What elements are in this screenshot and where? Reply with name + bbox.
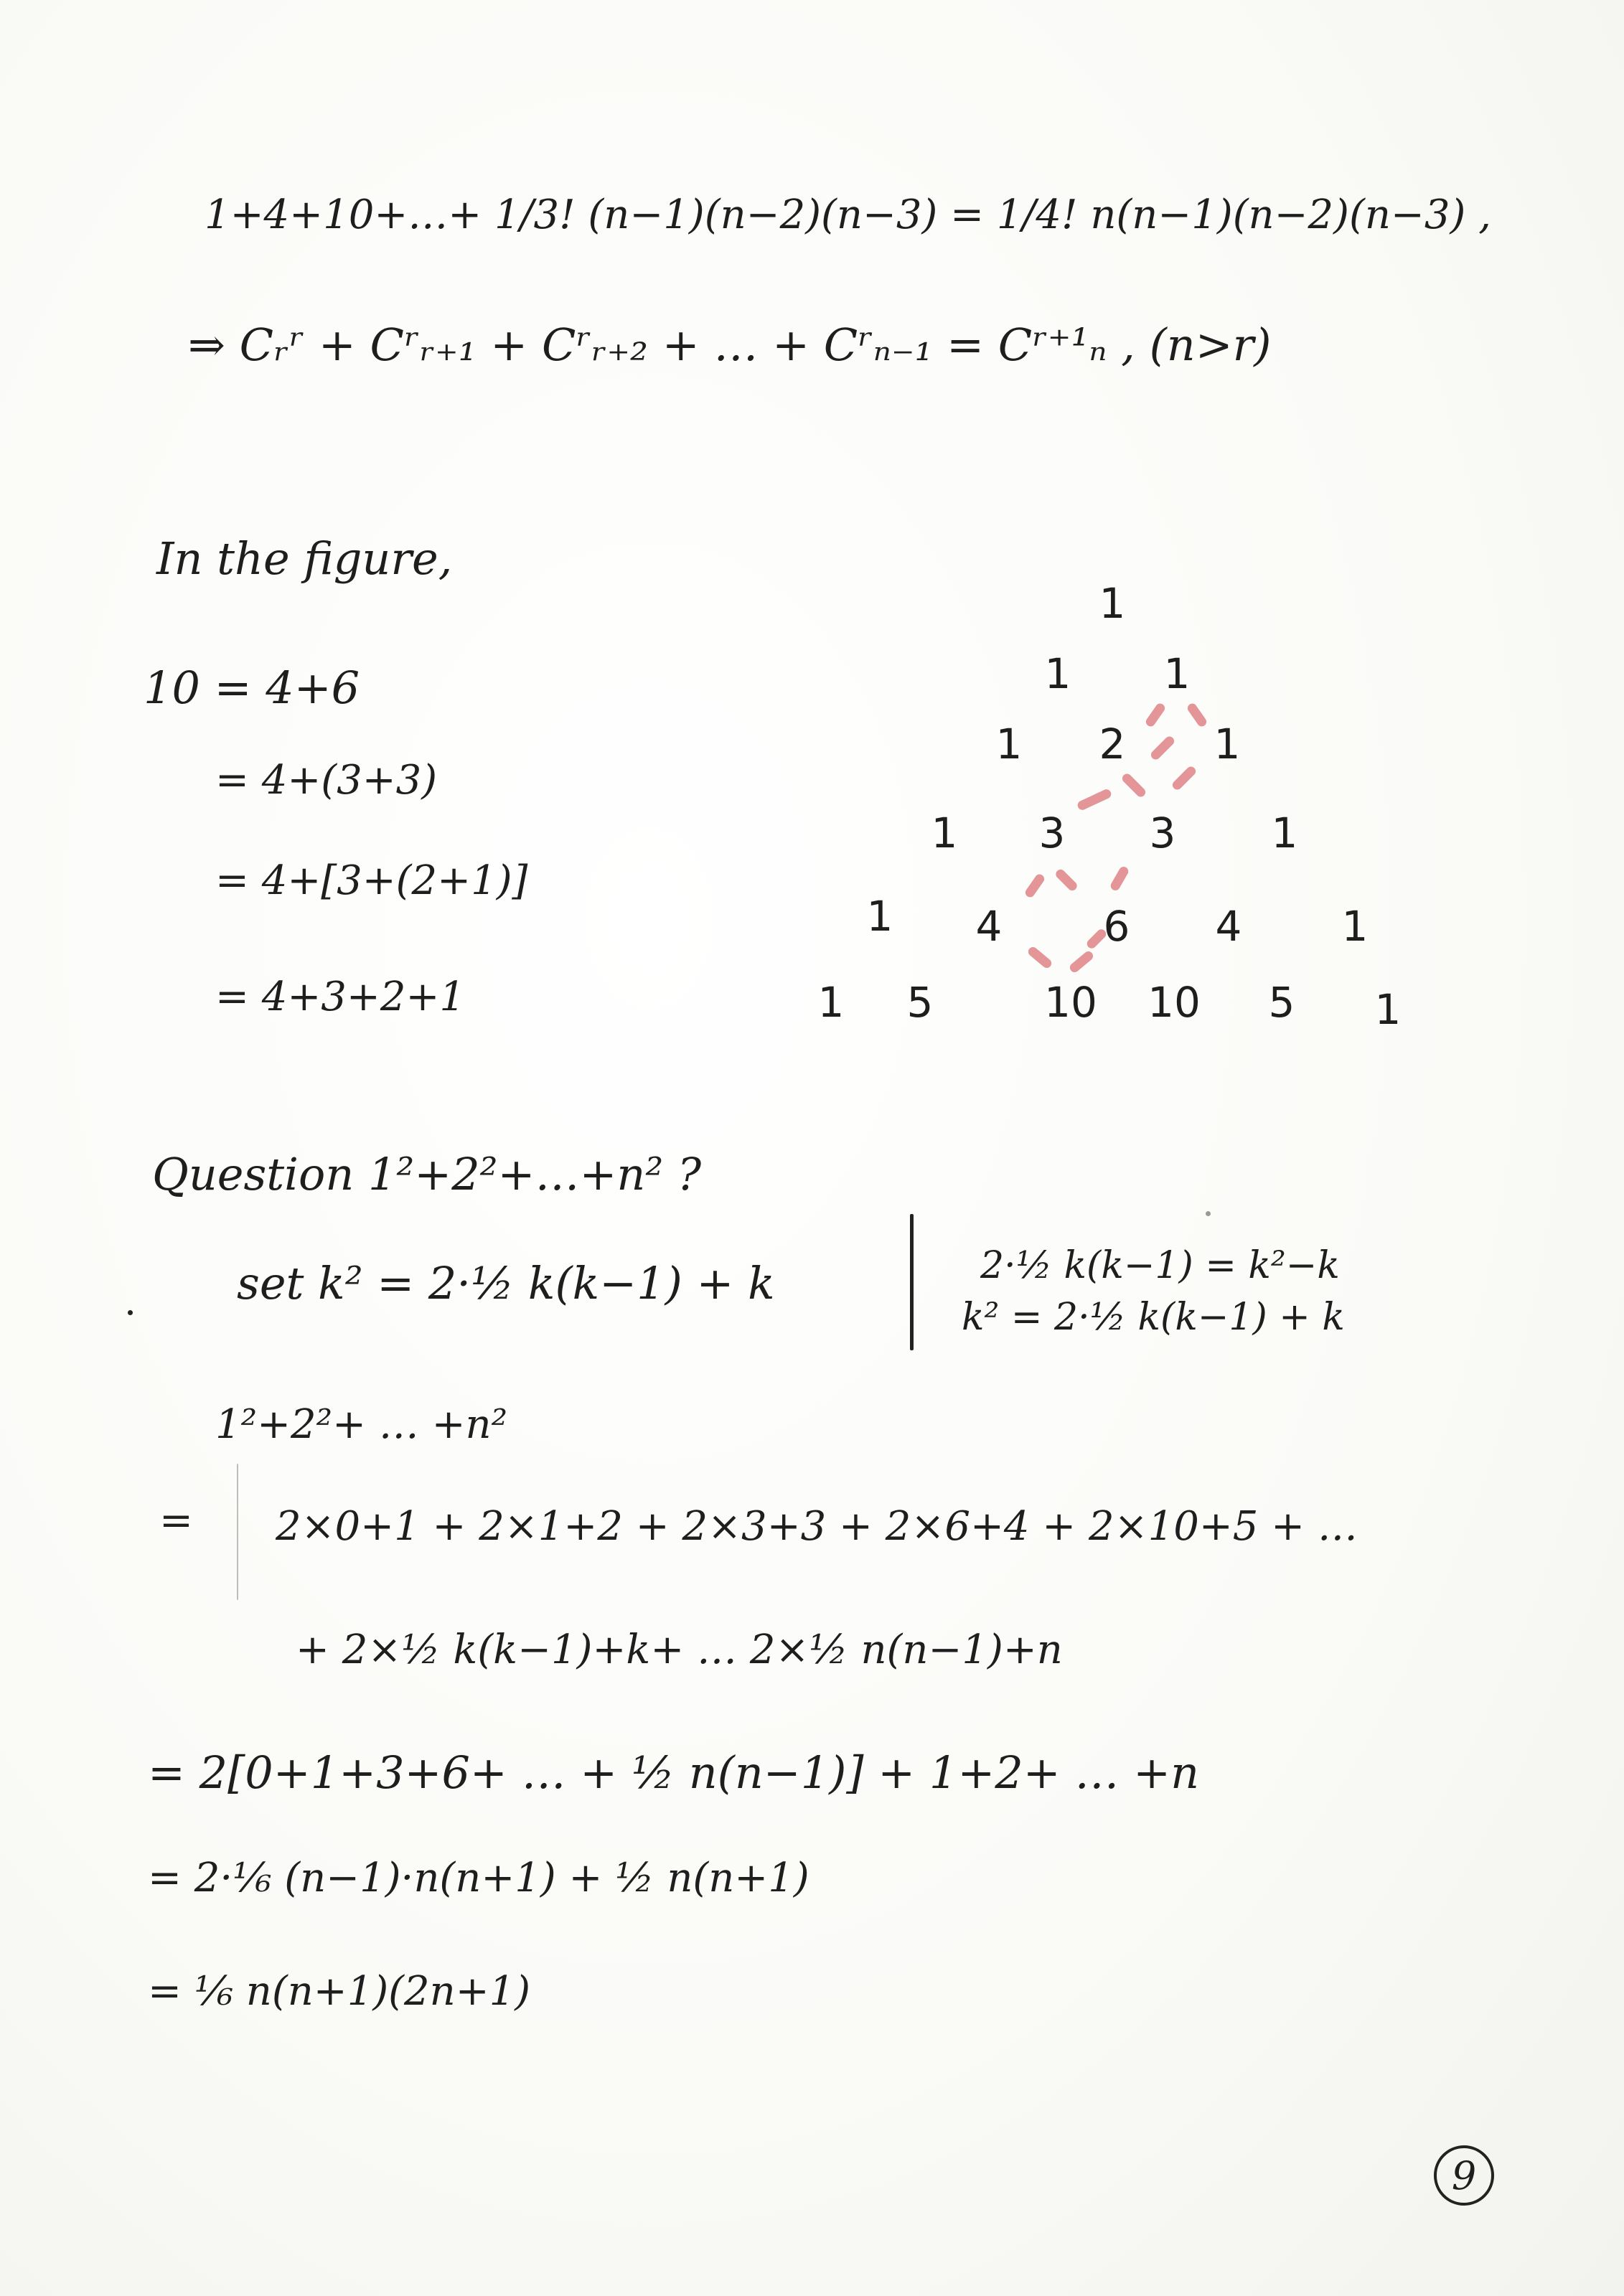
- result-line-2: = 2·⅙ (n−1)·n(n+1) + ½ n(n+1): [148, 1855, 809, 1901]
- set-line: set k² = 2·½ k(k−1) + k: [237, 1257, 775, 1309]
- figure-heading: In the figure,: [156, 532, 453, 585]
- equals-mark: =: [159, 1497, 193, 1544]
- formula-line-2: ⇒ Cᵣʳ + Cʳᵣ₊₁ + Cʳᵣ₊₂ + … + Cʳₙ₋₁ = Cʳ⁺¹ₙ , (n>r): [188, 319, 1272, 371]
- triangle-entry: 1: [1214, 720, 1241, 768]
- triangle-entry: 1: [1099, 579, 1126, 628]
- triangle-entry: 1: [1163, 649, 1191, 698]
- sum-line-1: 10 = 4+6: [144, 662, 360, 714]
- triangle-entry: 1: [1271, 809, 1298, 857]
- triangle-entry: 10: [1147, 978, 1201, 1027]
- bracket-line: [237, 1464, 238, 1600]
- triangle-entry: 4: [1215, 902, 1242, 951]
- triangle-entry: 1: [866, 892, 893, 941]
- highlight-dash: [1109, 865, 1130, 893]
- question-line: Question 1²+2²+…+n² ?: [152, 1148, 702, 1200]
- triangle-entry: 2: [1099, 720, 1126, 768]
- note-line-1: 2·½ k(k−1) = k²−k: [980, 1244, 1340, 1287]
- note-line-2: k² = 2·½ k(k−1) + k: [962, 1296, 1345, 1339]
- highlight-dash: [1170, 765, 1197, 791]
- triangle-entry: 1: [1374, 985, 1402, 1034]
- highlight-dash: [1149, 735, 1175, 761]
- triangle-entry: 3: [1038, 809, 1066, 857]
- highlight-dash: [1068, 949, 1094, 974]
- sum-line-4: = 4+3+2+1: [215, 974, 466, 1020]
- triangle-entry: 5: [1268, 978, 1295, 1027]
- triangle-entry: 1: [995, 720, 1023, 768]
- result-line-1: = 2[0+1+3+6+ … + ½ n(n−1)] + 1+2+ … +n: [148, 1746, 1200, 1799]
- highlight-dash: [1023, 872, 1046, 899]
- triangle-entry: 10: [1044, 978, 1097, 1027]
- triangle-entry: 3: [1149, 809, 1176, 857]
- triangle-entry: 1: [1044, 649, 1071, 698]
- sum-line-2: = 4+(3+3): [215, 757, 438, 804]
- note-divider: [910, 1214, 914, 1350]
- highlight-dash: [1120, 772, 1147, 799]
- highlight-dash: [1144, 702, 1166, 728]
- triangle-entry: 1: [1341, 902, 1369, 951]
- highlight-dash: [1186, 702, 1208, 728]
- sum-line-3: = 4+[3+(2+1)]: [215, 857, 528, 904]
- triangle-entry: 4: [975, 902, 1003, 951]
- highlight-dash: [1076, 788, 1113, 811]
- triangle-entry: 1: [817, 978, 845, 1027]
- formula-line-1: 1+4+10+…+ 1/3! (n−1)(n−2)(n−3) = 1/4! n(n−1)(n−2)(n−3) ,: [205, 192, 1491, 238]
- triangle-entry: 6: [1103, 902, 1130, 951]
- stray-dot: [1206, 1211, 1211, 1216]
- triangle-entry: 1: [931, 809, 958, 857]
- expansion-line-2: + 2×½ k(k−1)+k+ … 2×½ n(n−1)+n: [296, 1627, 1063, 1673]
- result-line-3: = ⅙ n(n+1)(2n+1): [148, 1968, 531, 2015]
- stray-dot: [128, 1310, 133, 1315]
- highlight-dash: [1026, 945, 1053, 969]
- sum-squares-line: 1²+2²+ … +n²: [215, 1401, 508, 1448]
- page-number: 9: [1434, 2145, 1494, 2206]
- highlight-dash: [1054, 867, 1079, 893]
- expansion-line-1: 2×0+1 + 2×1+2 + 2×3+3 + 2×6+4 + 2×10+5 + …: [276, 1503, 1358, 1550]
- triangle-entry: 5: [906, 978, 934, 1027]
